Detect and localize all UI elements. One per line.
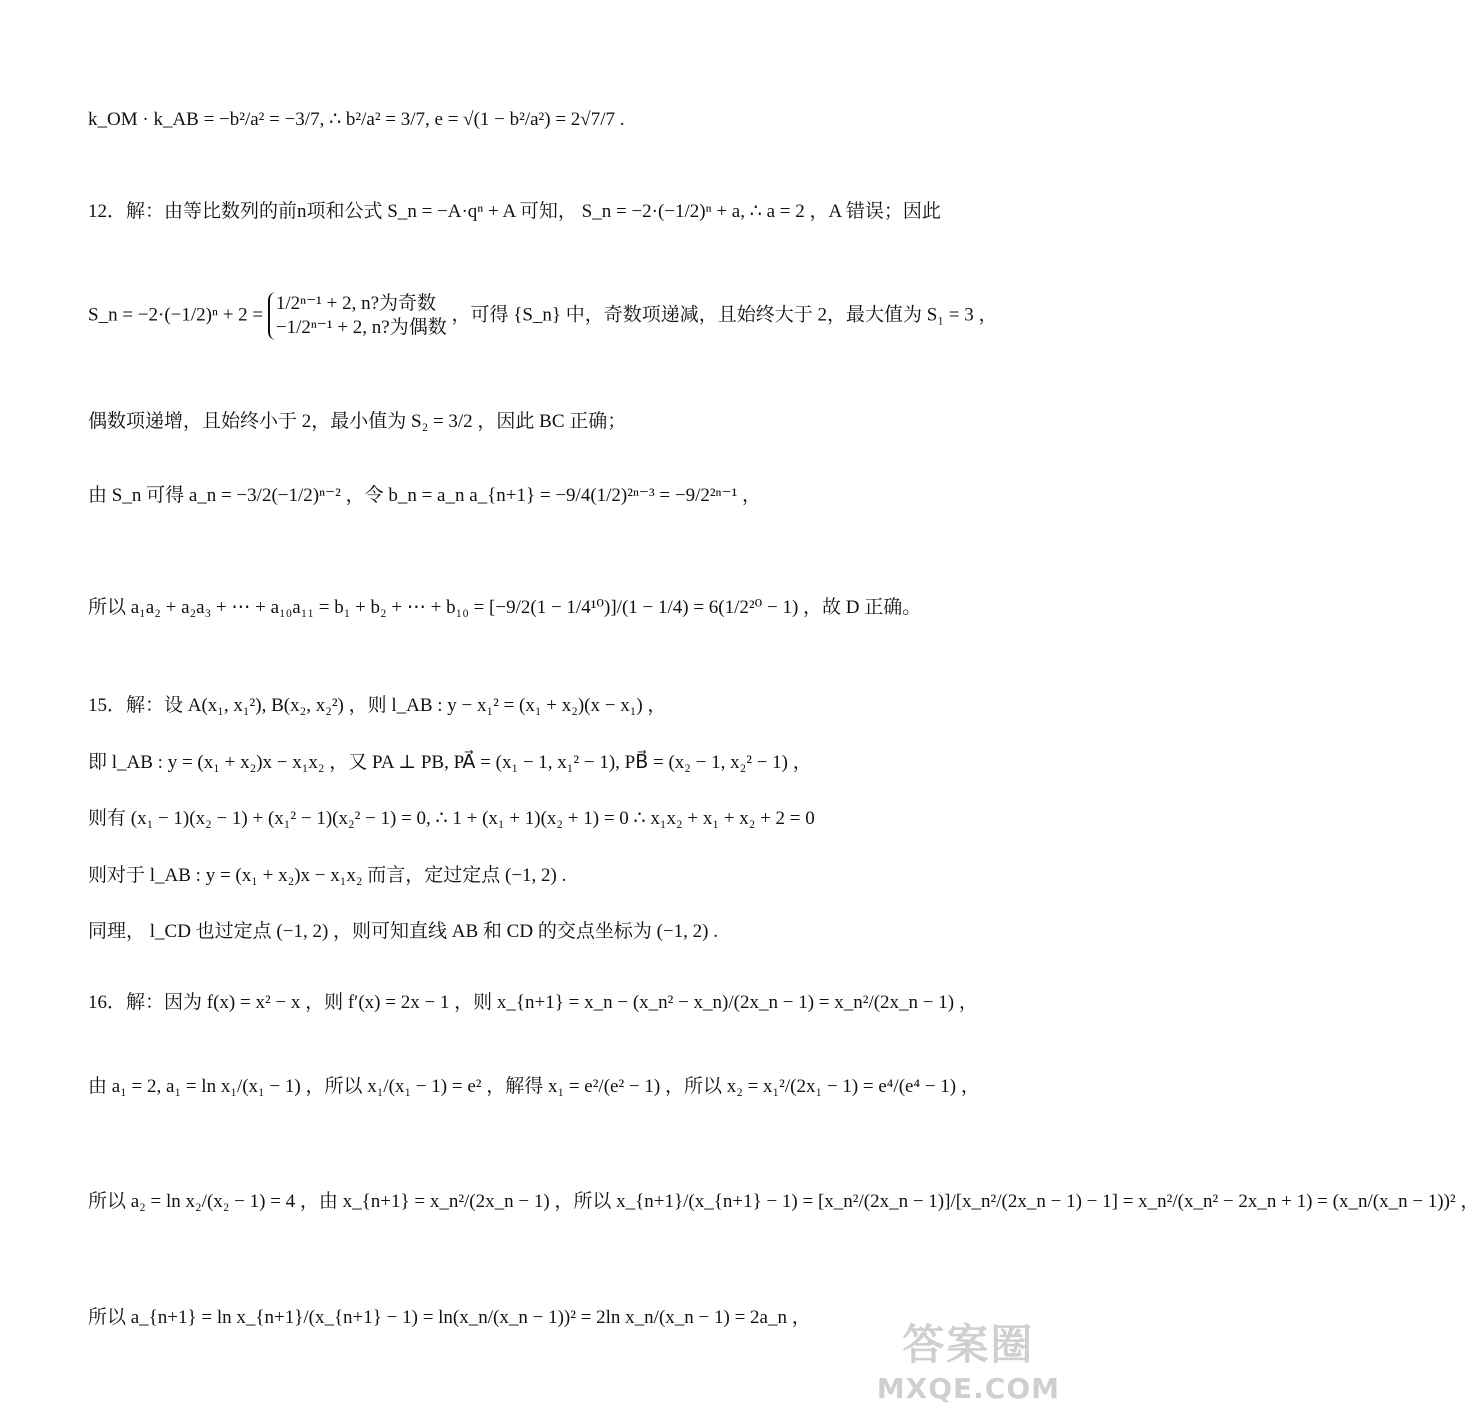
problem-12-even-terms: 偶数项递增，且始终小于 2，最小值为 S₂ = 3/2 ，因此 BC 正确； [88, 411, 627, 432]
watermark [877, 1312, 1060, 1405]
problem-12-an-bn: 由 S_n 可得 a_n = −3/2(−1/2)ⁿ⁻² ，令 b_n = a_n a_{n+1} = −9/4(1/2)²ⁿ⁻³ = −9/2²ⁿ⁻¹ ， [88, 485, 762, 506]
problem-16-intro: 16．解：因为 f(x) = x² − x ，则 f′(x) = 2x − 1 ，则 x_{n+1} = x_n − (x_n² − x_n)/(2x_n − 1) = x_n²/(2x_n − 1) ， [88, 992, 978, 1013]
sn-conclusion: ，可得 {S_n} 中，奇数项递减，且始终大于 2，最大值为 S₁ = 3 ， [451, 304, 998, 326]
watermark-logo: 答案圈 [902, 1320, 1035, 1369]
problem-12-sum: 所以 a₁a₂ + a₂a₃ + ⋯ + a₁₀a₁₁ = b₁ + b₂ + ⋯ + b₁₀ = [−9/2(1 − 1/4¹⁰)]/(1 − 1/4) = 6(1/2²⁰ − 1) ，故 D 正确。 [88, 597, 922, 618]
problem-12-sn-piecewise [88, 292, 997, 340]
piecewise-case-even: −1/2ⁿ⁻¹ + 2, n?为偶数 [275, 317, 447, 338]
problem-15-condition: 则有 (x₁ − 1)(x₂ − 1) + (x₁² − 1)(x₂² − 1) = 0, ∴ 1 + (x₁ + 1)(x₂ + 1) = 0 ∴ x₁x₂ + x₁ + x₂ + 2 = 0 [88, 808, 815, 829]
problem-16-an-relation: 所以 a_{n+1} = ln x_{n+1}/(x_{n+1} − 1) = ln(x_n/(x_n − 1))² = 2ln x_n/(x_n − 1) = 2a_n ， [88, 1307, 811, 1328]
piecewise-case-odd: 1/2ⁿ⁻¹ + 2, n?为奇数 [275, 293, 437, 314]
formula-line-eccentricity: k_OM · k_AB = −b²/a² = −3/7, ∴ b²/a² = 3/7, e = √(1 − b²/a²) = 2√7/7 . [88, 109, 625, 130]
problem-15-fixed-point: 则对于 l_AB : y = (x₁ + x₂)x − x₁x₂ 而言，定过定点 (−1, 2) . [88, 865, 567, 886]
watermark-url: MXQE.COM [876, 1372, 1060, 1405]
problem-15-intro: 15．解：设 A(x₁, x₁²), B(x₂, x₂²) ，则 l_AB : y − x₁² = (x₁ + x₂)(x − x₁) ， [88, 695, 667, 716]
problem-15-conclusion: 同理， l_CD 也过定点 (−1, 2) ，则可知直线 AB 和 CD 的交点坐标为 (−1, 2) . [88, 921, 718, 942]
piecewise-brace [268, 292, 447, 340]
problem-16-x1-x2: 由 a₁ = 2, a₁ = ln x₁/(x₁ − 1) ，所以 x₁/(x₁ − 1) = e² ，解得 x₁ = e²/(e² − 1) ，所以 x₂ = x₁²/(2x₁ − 1) = e⁴/(e⁴ − 1) ， [88, 1076, 980, 1097]
problem-15-line-ab: 即 l_AB : y = (x₁ + x₂)x − x₁x₂ ，又 PA ⊥ PB, PA⃗ = (x₁ − 1, x₁² − 1), PB⃗ = (x₂ − 1, x₂² − 1) ， [88, 752, 812, 773]
problem-12-intro: 12．解：由等比数列的前n项和公式 S_n = −A·qⁿ + A 可知， S_n = −2·(−1/2)ⁿ + a, ∴ a = 2 ，A 错误；因此 [88, 201, 941, 222]
problem-16-recurrence: 所以 a₂ = ln x₂/(x₂ − 1) = 4 ，由 x_{n+1} = x_n²/(2x_n − 1) ，所以 x_{n+1}/(x_{n+1} − 1) = [x_n²/(2x_n − 1)]/[x_n²/(2x_n − 1) − 1] = x_n²/(x_n² − 2x_n + 1) = (x_n/(x_n − 1))² ， [88, 1191, 1479, 1212]
sn-expression: S_n = −2·(−1/2)ⁿ + 2 = [88, 304, 264, 326]
